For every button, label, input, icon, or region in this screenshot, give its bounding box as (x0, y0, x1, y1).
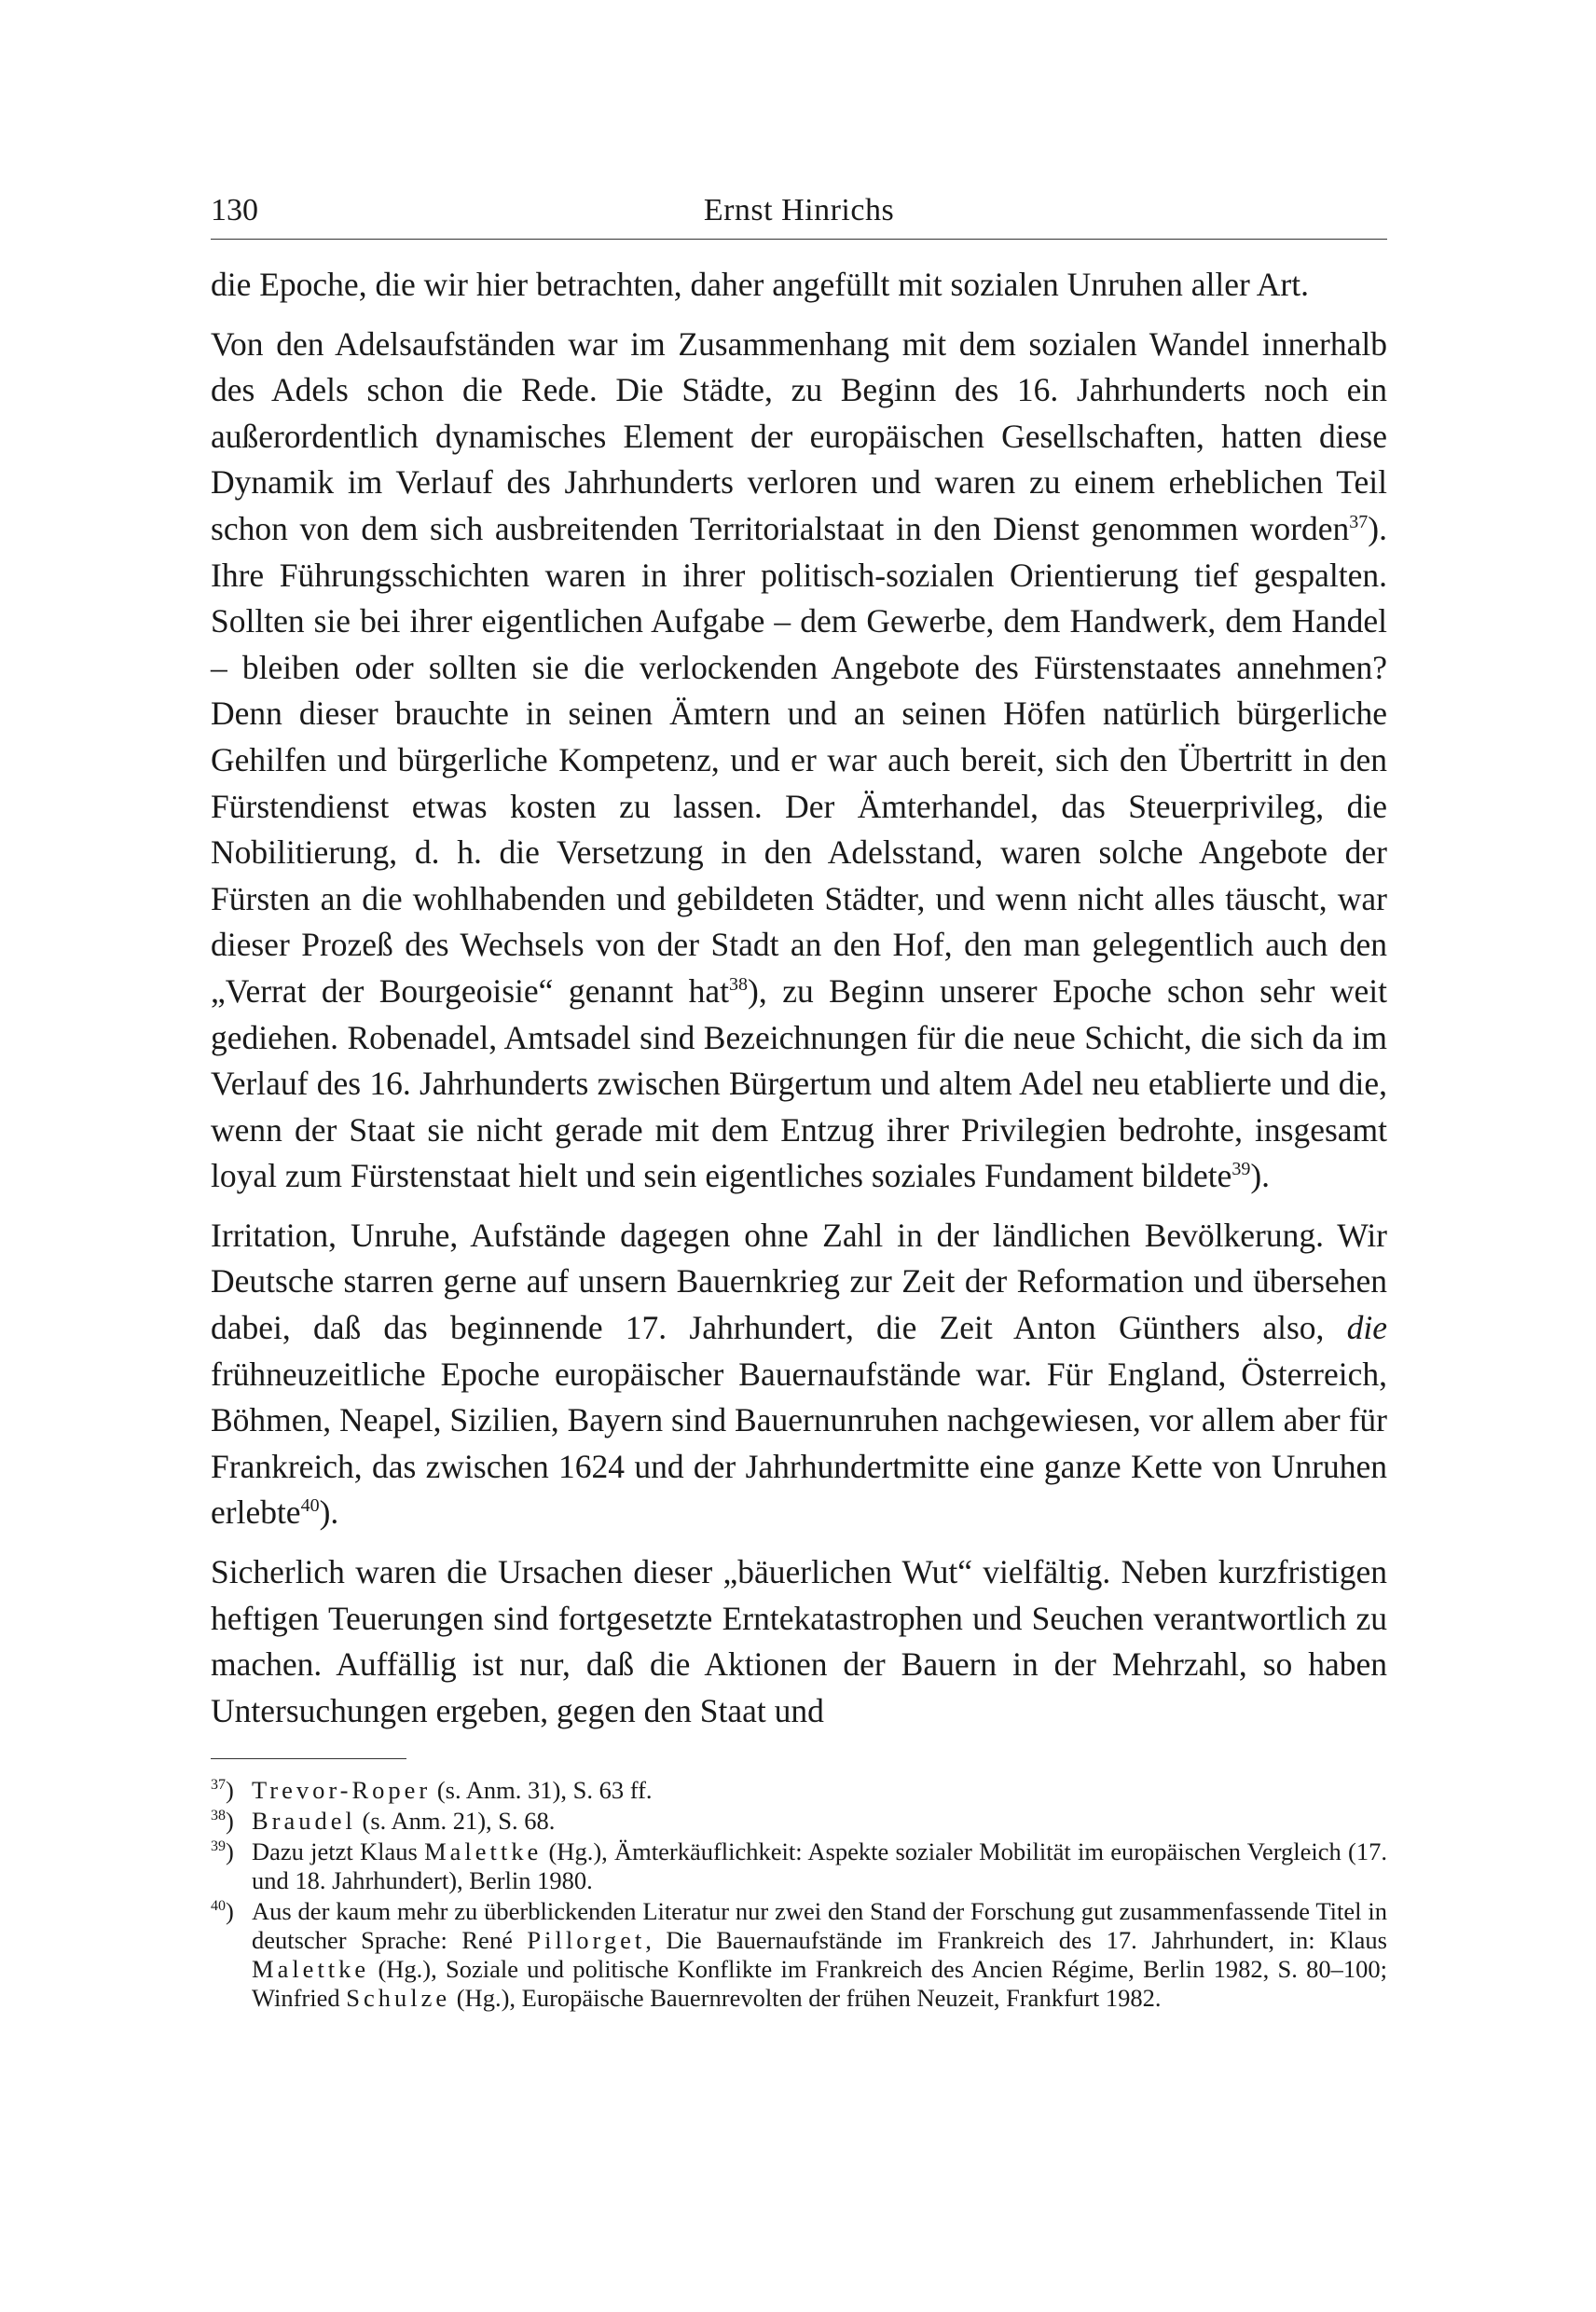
paragraph-3: Irritation, Unruhe, Aufstände dagegen ohne Zahl in der ländlichen Bevölkerung. Wir Deutsche starren gerne auf unsern Bauernkrieg zur Zeit der Reformation und übersehen dabei, daß das beginnende 17. Jahrhundert, die Zeit Anton Günthers also, die frühneuzeitliche Epoche europäischer Bauernaufstände war. Für England, Österreich, Böhmen, Neapel, Sizilien, Bayern sind Bauernunruhen nachgewiesen, vor allem aber für Frankreich, das zwischen 1624 und der Jahrhundertmitte eine ganze Kette von Unruhen erlebte$^{40}$). (211, 1216, 1387, 1532)
footnote-38: $^{38}$) Braudel (s. Anm. 21), S. 68. (211, 1807, 556, 1836)
paragraph-4: Sicherlich waren die Ursachen dieser „bäuerlichen Wut“ vielfältig. Neben kurzfristigen heftigen Teuerungen sind fortgesetzte Erntekatastrophen und Seuchen verantwortlich zu machen. Auffällig ist nur, daß die Aktionen der Bauern in der Mehrzahl, so haben Untersuchungen ergeben, gegen den Staat und (211, 1553, 1387, 1729)
page-number: 130 (211, 193, 258, 227)
footnote-rule (211, 1758, 406, 1759)
footnote-ref-37[interactable]: 37 (1349, 512, 1369, 533)
page (211, 186, 1387, 2015)
author-name: Malettke (424, 1837, 543, 1866)
footnote-ref-39[interactable]: 39 (1231, 1159, 1251, 1180)
footnote-37: $^{37}$) Trevor-Roper (s. Anm. 31), S. 63 ff. (211, 1776, 653, 1805)
footnote-40: $^{40}$) Aus der kaum mehr zu überblickenden Literatur nur zwei den Stand der Forschung gut zusammenfassende Titel in deutscher Sprache: René Pillorget, Die Bauernaufstände im Frankreich des 17. Jahrhundert, in: Klaus Malettke (Hg.), Soziale und politische Konflikte im Frankreich des Ancien Régime, Berlin 1982, S. 80–100; Winfried Schulze (Hg.), Europäische Bauernrevolten der frühen Neuzeit, Frankfurt 1982. (211, 1897, 1387, 2013)
header-rule (211, 239, 1387, 240)
paragraph-2: Von den Adelsaufständen war im Zusammenhang mit dem sozialen Wandel innerhalb des Adels schon die Rede. Die Städte, zu Beginn des 16. Jahrhunderts noch ein außerordentlich dynamisches Element der europäischen Gesellschaften, hatten diese Dynamik im Verlauf des Jahrhunderts verloren und waren zu einem erheblichen Teil schon von dem sich ausbreitenden Territorialstaat in den Dienst genommen worden$^{37}$). Ihre Führungsschichten waren in ihrer politisch-sozialen Orientierung tief gespalten. Sollten sie bei ihrer eigentlichen Aufgabe – dem Gewerbe, dem Handwerk, dem Handel – bleiben oder sollten sie die verlockenden Angebote des Fürstenstaates annehmen? Denn dieser brauchte in seinen Ämtern und an seinen Höfen natürlich bürgerliche Gehilfen und bürgerliche Kompetenz, und er war auch bereit, sich den Übertritt in den Fürstendienst etwas kosten zu lassen. Der Ämterhandel, das Steuerprivileg, die Nobilitierung, d. h. die Versetzung in den Adelsstand, waren solche Angebote der Fürsten an die wohlhabenden und gebildeten Städter, und wenn nicht alles täuscht, war dieser Prozeß des Wechsels von der Stadt an den Hof, den man gelegentlich auch den „Verrat der Bourgeoisie“ genannt hat$^{38}$), zu Beginn unserer Epoche schon sehr weit gediehen. Robenadel, Amtsadel sind Bezeichnungen für die neue Schicht, die sich da im Verlauf des 16. Jahrhunderts zwischen Bürgertum und altem Adel neu etablierte und die, wenn der Staat sie nicht gerade mit dem Entzug ihrer Privilegien bedrohte, insgesamt loyal zum Fürstenstaat hielt und sein eigentliches soziales Fundament bildete$^{39}$). (211, 324, 1387, 1195)
author-name: Schulze (346, 1984, 451, 2013)
body-text (211, 262, 1387, 1734)
emphasis: die (1346, 1309, 1387, 1347)
author-name: Braudel (252, 1807, 356, 1836)
author-name: Pillorget (527, 1926, 646, 1955)
author-name: Malettke (252, 1955, 370, 1984)
running-header (211, 186, 1387, 235)
footnotes (211, 1776, 1387, 2013)
running-title: Ernst Hinrichs (703, 193, 895, 227)
footnote-ref-40[interactable]: 40 (300, 1495, 320, 1517)
footnote-39: $^{39}$) Dazu jetzt Klaus Malettke (Hg.), Ämterkäuflichkeit: Aspekte sozialer Mobilität im europäischen Vergleich (17. und 18. Jahrhundert), Berlin 1980. (211, 1837, 1387, 1895)
paragraph-1: die Epoche, die wir hier betrachten, daher angefüllt mit sozialen Unruhen aller Art. (211, 266, 1309, 303)
footnote-ref-38[interactable]: 38 (729, 974, 749, 996)
author-name: Trevor-Roper (252, 1776, 432, 1805)
